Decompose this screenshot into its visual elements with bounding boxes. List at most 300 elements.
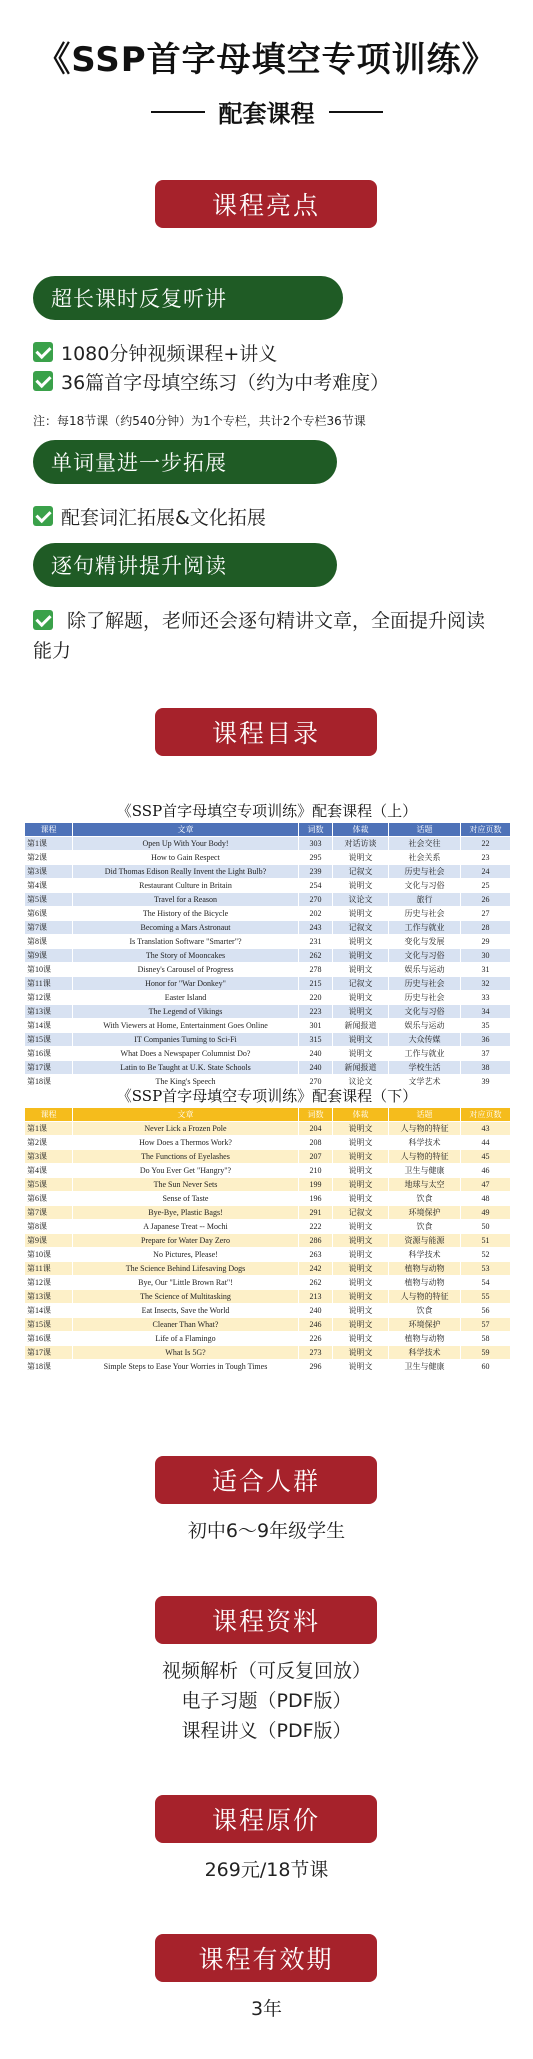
page-cell: 60 (461, 1360, 511, 1374)
words-cell: 270 (299, 1075, 333, 1089)
genre-cell: 说明文 (333, 1192, 389, 1206)
page-cell: 39 (461, 1075, 511, 1089)
article-cell: Bye, Our "Little Brown Rat"! (73, 1276, 299, 1290)
header-genre: 体裁 (333, 823, 389, 837)
lesson-cell: 第14课 (25, 1304, 73, 1318)
topic-cell: 环境保护 (389, 1206, 461, 1220)
lesson-cell: 第9课 (25, 949, 73, 963)
course-table (24, 822, 511, 1089)
table-row (25, 1005, 511, 1019)
lesson-cell: 第17课 (25, 1061, 73, 1075)
words-cell: 222 (299, 1220, 333, 1234)
page-cell: 49 (461, 1206, 511, 1220)
words-cell: 240 (299, 1061, 333, 1075)
lesson-cell: 第16课 (25, 1047, 73, 1061)
topic-cell: 旅行 (389, 893, 461, 907)
table-row (25, 1346, 511, 1360)
page-cell: 33 (461, 991, 511, 1005)
subtitle-left-rule (151, 111, 205, 113)
page-cell: 25 (461, 879, 511, 893)
subtitle-text: 配套课程 (218, 100, 315, 128)
lesson-cell: 第7课 (25, 921, 73, 935)
topic-cell: 文学艺术 (389, 1075, 461, 1089)
table-header-row (25, 1108, 511, 1122)
genre-cell: 说明文 (333, 1220, 389, 1234)
lesson-cell: 第5课 (25, 1178, 73, 1192)
header-topic: 话题 (389, 1108, 461, 1122)
table-row (25, 1290, 511, 1304)
page-cell: 37 (461, 1047, 511, 1061)
table-row (25, 1276, 511, 1290)
section-banner-audience: 适合人群 (155, 1456, 377, 1504)
words-cell: 301 (299, 1019, 333, 1033)
genre-cell: 说明文 (333, 1178, 389, 1192)
topic-cell: 资源与能源 (389, 1234, 461, 1248)
article-cell: Life of a Flamingo (73, 1332, 299, 1346)
table-row (25, 1178, 511, 1192)
page-cell: 48 (461, 1192, 511, 1206)
feature-item-text: 配套词汇拓展&文化拓展 (61, 507, 266, 529)
table-row (25, 1019, 511, 1033)
lesson-cell: 第15课 (25, 1318, 73, 1332)
feature-paragraph-text: 除了解题，老师还会逐句精讲文章，全面提升阅读能力 (33, 610, 486, 662)
genre-cell: 说明文 (333, 1234, 389, 1248)
genre-cell: 说明文 (333, 1360, 389, 1374)
table-row (25, 837, 511, 851)
header-lesson: 课程 (25, 823, 73, 837)
header-words: 词数 (299, 823, 333, 837)
topic-cell: 文化与习俗 (389, 879, 461, 893)
lesson-cell: 第15课 (25, 1033, 73, 1047)
lesson-cell: 第18课 (25, 1360, 73, 1374)
article-cell: The Legend of Vikings (73, 1005, 299, 1019)
words-cell: 220 (299, 991, 333, 1005)
table-header-row (25, 823, 511, 837)
article-cell: How Does a Thermos Work? (73, 1136, 299, 1150)
article-cell: Bye-Bye, Plastic Bags! (73, 1206, 299, 1220)
article-cell: Becoming a Mars Astronaut (73, 921, 299, 935)
check-icon (33, 342, 53, 362)
article-cell: Open Up With Your Body! (73, 837, 299, 851)
words-cell: 246 (299, 1318, 333, 1332)
article-cell: Is Translation Software "Smarter"? (73, 935, 299, 949)
subtitle-right-rule (329, 111, 383, 113)
genre-cell: 说明文 (333, 1150, 389, 1164)
page-cell: 46 (461, 1164, 511, 1178)
words-cell: 231 (299, 935, 333, 949)
table-row (25, 991, 511, 1005)
table-row (25, 1206, 511, 1220)
table-row (25, 1332, 511, 1346)
header-words: 词数 (299, 1108, 333, 1122)
words-cell: 242 (299, 1262, 333, 1276)
price-text: 269元/18节课 (204, 1859, 329, 1881)
topic-cell: 工作与就业 (389, 921, 461, 935)
lesson-cell: 第2课 (25, 1136, 73, 1150)
genre-cell: 说明文 (333, 991, 389, 1005)
feature-item-2 (33, 368, 389, 395)
audience-text: 初中6～9年级学生 (187, 1520, 346, 1542)
topic-cell: 科学技术 (389, 1346, 461, 1360)
words-cell: 204 (299, 1122, 333, 1136)
words-cell: 240 (299, 1304, 333, 1318)
page-cell: 28 (461, 921, 511, 935)
table-row (25, 1047, 511, 1061)
page-cell: 54 (461, 1276, 511, 1290)
page-cell: 57 (461, 1318, 511, 1332)
page-cell: 53 (461, 1262, 511, 1276)
article-cell: Disney's Carousel of Progress (73, 963, 299, 977)
page-cell: 34 (461, 1005, 511, 1019)
table-row (25, 1262, 511, 1276)
lesson-cell: 第7课 (25, 1206, 73, 1220)
table-row (25, 1164, 511, 1178)
words-cell: 262 (299, 949, 333, 963)
genre-cell: 记叙文 (333, 977, 389, 991)
header-topic: 话题 (389, 823, 461, 837)
lesson-cell: 第8课 (25, 935, 73, 949)
table-row (25, 1318, 511, 1332)
table-row (25, 1122, 511, 1136)
materials-item: 电子习题（PDF版） (181, 1690, 352, 1712)
topic-cell: 地球与太空 (389, 1178, 461, 1192)
article-cell: Never Lick a Frozen Pole (73, 1122, 299, 1136)
page-cell: 30 (461, 949, 511, 963)
words-cell: 215 (299, 977, 333, 991)
words-cell: 239 (299, 865, 333, 879)
genre-cell: 说明文 (333, 1332, 389, 1346)
feature-item-text: 1080分钟视频课程+讲义 (61, 343, 278, 365)
words-cell: 273 (299, 1346, 333, 1360)
table-title: 《SSP首字母填空专项训练》配套课程（上） (116, 802, 418, 820)
table-row (25, 1304, 511, 1318)
page-cell: 58 (461, 1332, 511, 1346)
lesson-cell: 第12课 (25, 991, 73, 1005)
table-row (25, 1061, 511, 1075)
genre-cell: 说明文 (333, 879, 389, 893)
article-cell: Simple Steps to Ease Your Worries in Tough Times (73, 1360, 299, 1374)
page-title: 《SSP首字母填空专项训练》 (36, 40, 497, 80)
feature-item-3 (33, 503, 266, 530)
lesson-cell: 第14课 (25, 1019, 73, 1033)
page-cell: 59 (461, 1346, 511, 1360)
article-cell: The Sun Never Sets (73, 1178, 299, 1192)
page-cell: 47 (461, 1178, 511, 1192)
lesson-cell: 第2课 (25, 851, 73, 865)
check-icon (33, 371, 53, 391)
lesson-cell: 第10课 (25, 963, 73, 977)
page-cell: 44 (461, 1136, 511, 1150)
article-cell: Did Thomas Edison Really Invent the Light Bulb? (73, 865, 299, 879)
genre-cell: 说明文 (333, 1164, 389, 1178)
header-page: 对应页数 (461, 823, 511, 837)
feature-paragraph (33, 606, 503, 666)
article-cell: The Story of Mooncakes (73, 949, 299, 963)
page-cell: 45 (461, 1150, 511, 1164)
genre-cell: 说明文 (333, 1304, 389, 1318)
page-cell: 55 (461, 1290, 511, 1304)
lesson-cell: 第6课 (25, 1192, 73, 1206)
genre-cell: 议论文 (333, 1075, 389, 1089)
genre-cell: 说明文 (333, 851, 389, 865)
feature-pill-reading: 逐句精讲提升阅读 (33, 543, 337, 587)
feature-item-text: 36篇首字母填空练习（约为中考难度） (61, 372, 390, 394)
topic-cell: 人与物的特征 (389, 1150, 461, 1164)
check-icon (33, 506, 53, 526)
header-genre: 体裁 (333, 1108, 389, 1122)
article-cell: Do You Ever Get "Hangry"? (73, 1164, 299, 1178)
genre-cell: 说明文 (333, 1262, 389, 1276)
feature-note: 注：每18节课（约540分钟）为1个专栏，共计2个专栏36节课 (33, 414, 366, 428)
topic-cell: 文化与习俗 (389, 1005, 461, 1019)
header-article: 文章 (73, 1108, 299, 1122)
page-cell: 26 (461, 893, 511, 907)
table-row (25, 851, 511, 865)
words-cell: 263 (299, 1248, 333, 1262)
lesson-cell: 第18课 (25, 1075, 73, 1089)
article-cell: The Functions of Eyelashes (73, 1150, 299, 1164)
page-cell: 29 (461, 935, 511, 949)
topic-cell: 历史与社会 (389, 907, 461, 921)
page-cell: 50 (461, 1220, 511, 1234)
table-row (25, 1360, 511, 1374)
page-cell: 52 (461, 1248, 511, 1262)
page-cell: 24 (461, 865, 511, 879)
words-cell: 213 (299, 1290, 333, 1304)
topic-cell: 学校生活 (389, 1061, 461, 1075)
lesson-cell: 第12课 (25, 1276, 73, 1290)
lesson-cell: 第6课 (25, 907, 73, 921)
article-cell: No Pictures, Please! (73, 1248, 299, 1262)
genre-cell: 说明文 (333, 907, 389, 921)
page-cell: 36 (461, 1033, 511, 1047)
topic-cell: 文化与习俗 (389, 949, 461, 963)
topic-cell: 饮食 (389, 1220, 461, 1234)
genre-cell: 说明文 (333, 1136, 389, 1150)
words-cell: 254 (299, 879, 333, 893)
words-cell: 262 (299, 1276, 333, 1290)
feature-pill-long-hours: 超长课时反复听讲 (33, 276, 343, 320)
article-cell: What Does a Newspaper Columnist Do? (73, 1047, 299, 1061)
genre-cell: 说明文 (333, 1276, 389, 1290)
article-cell: Eat Insects, Save the World (73, 1304, 299, 1318)
table-row (25, 1234, 511, 1248)
lesson-cell: 第1课 (25, 837, 73, 851)
header-lesson: 课程 (25, 1108, 73, 1122)
genre-cell: 新闻报道 (333, 1061, 389, 1075)
words-cell: 278 (299, 963, 333, 977)
section-banner-highlights: 课程亮点 (155, 180, 377, 228)
lesson-cell: 第5课 (25, 893, 73, 907)
lesson-cell: 第11课 (25, 1262, 73, 1276)
lesson-cell: 第10课 (25, 1248, 73, 1262)
table-row (25, 893, 511, 907)
page-cell: 32 (461, 977, 511, 991)
page-subtitle (0, 94, 533, 129)
topic-cell: 娱乐与运动 (389, 1019, 461, 1033)
lesson-cell: 第8课 (25, 1220, 73, 1234)
table-row (25, 907, 511, 921)
article-cell: What Is 5G? (73, 1346, 299, 1360)
topic-cell: 环境保护 (389, 1318, 461, 1332)
article-cell: IT Companies Turning to Sci-Fi (73, 1033, 299, 1047)
table-title: 《SSP首字母填空专项训练》配套课程（下） (116, 1087, 418, 1105)
page-cell: 56 (461, 1304, 511, 1318)
materials-item: 课程讲义（PDF版） (181, 1720, 352, 1742)
words-cell: 226 (299, 1332, 333, 1346)
genre-cell: 记叙文 (333, 865, 389, 879)
genre-cell: 议论文 (333, 893, 389, 907)
validity-text: 3年 (250, 1998, 283, 2020)
table-row (25, 921, 511, 935)
table-row (25, 879, 511, 893)
table-row (25, 949, 511, 963)
table-row (25, 1192, 511, 1206)
topic-cell: 社会交往 (389, 837, 461, 851)
topic-cell: 历史与社会 (389, 865, 461, 879)
section-banner-price: 课程原价 (155, 1795, 377, 1843)
topic-cell: 历史与社会 (389, 977, 461, 991)
genre-cell: 说明文 (333, 1346, 389, 1360)
article-cell: How to Gain Respect (73, 851, 299, 865)
genre-cell: 记叙文 (333, 1206, 389, 1220)
topic-cell: 人与物的特征 (389, 1122, 461, 1136)
words-cell: 270 (299, 893, 333, 907)
page-cell: 27 (461, 907, 511, 921)
words-cell: 208 (299, 1136, 333, 1150)
words-cell: 210 (299, 1164, 333, 1178)
page-cell: 38 (461, 1061, 511, 1075)
article-cell: The Science of Multitasking (73, 1290, 299, 1304)
topic-cell: 变化与发展 (389, 935, 461, 949)
article-cell: Prepare for Water Day Zero (73, 1234, 299, 1248)
lesson-cell: 第1课 (25, 1122, 73, 1136)
genre-cell: 说明文 (333, 1005, 389, 1019)
genre-cell: 说明文 (333, 963, 389, 977)
topic-cell: 历史与社会 (389, 991, 461, 1005)
header-article: 文章 (73, 823, 299, 837)
table-row (25, 1150, 511, 1164)
table-row (25, 865, 511, 879)
words-cell: 199 (299, 1178, 333, 1192)
genre-cell: 说明文 (333, 1047, 389, 1061)
lesson-cell: 第4课 (25, 879, 73, 893)
table-row (25, 963, 511, 977)
page-cell: 31 (461, 963, 511, 977)
section-banner-catalog: 课程目录 (155, 708, 377, 756)
header-page: 对应页数 (461, 1108, 511, 1122)
lesson-cell: 第16课 (25, 1332, 73, 1346)
lesson-cell: 第3课 (25, 1150, 73, 1164)
table-row (25, 977, 511, 991)
topic-cell: 大众传媒 (389, 1033, 461, 1047)
article-cell: Honor for "War Donkey" (73, 977, 299, 991)
topic-cell: 植物与动物 (389, 1332, 461, 1346)
article-cell: Latin to Be Taught at U.K. State Schools (73, 1061, 299, 1075)
words-cell: 295 (299, 851, 333, 865)
article-cell: The King's Speech (73, 1075, 299, 1089)
genre-cell: 说明文 (333, 1248, 389, 1262)
table-row (25, 1136, 511, 1150)
table-row (25, 935, 511, 949)
genre-cell: 说明文 (333, 1318, 389, 1332)
topic-cell: 饮食 (389, 1192, 461, 1206)
words-cell: 207 (299, 1150, 333, 1164)
section-banner-validity: 课程有效期 (155, 1934, 377, 1982)
genre-cell: 说明文 (333, 1290, 389, 1304)
table-row (25, 1033, 511, 1047)
course-table-part2 (24, 1085, 510, 1374)
article-cell: Sense of Taste (73, 1192, 299, 1206)
page-cell: 43 (461, 1122, 511, 1136)
course-table (24, 1107, 511, 1374)
words-cell: 296 (299, 1360, 333, 1374)
genre-cell: 记叙文 (333, 921, 389, 935)
lesson-cell: 第17课 (25, 1346, 73, 1360)
lesson-cell: 第13课 (25, 1290, 73, 1304)
genre-cell: 说明文 (333, 935, 389, 949)
topic-cell: 卫生与健康 (389, 1164, 461, 1178)
words-cell: 196 (299, 1192, 333, 1206)
words-cell: 240 (299, 1047, 333, 1061)
topic-cell: 科学技术 (389, 1136, 461, 1150)
genre-cell: 对话访谈 (333, 837, 389, 851)
topic-cell: 饮食 (389, 1304, 461, 1318)
lesson-cell: 第3课 (25, 865, 73, 879)
genre-cell: 说明文 (333, 949, 389, 963)
lesson-cell: 第11课 (25, 977, 73, 991)
genre-cell: 新闻报道 (333, 1019, 389, 1033)
topic-cell: 植物与动物 (389, 1276, 461, 1290)
words-cell: 315 (299, 1033, 333, 1047)
topic-cell: 工作与就业 (389, 1047, 461, 1061)
table-row (25, 1248, 511, 1262)
page-cell: 22 (461, 837, 511, 851)
topic-cell: 植物与动物 (389, 1262, 461, 1276)
topic-cell: 卫生与健康 (389, 1360, 461, 1374)
genre-cell: 说明文 (333, 1122, 389, 1136)
words-cell: 223 (299, 1005, 333, 1019)
lesson-cell: 第9课 (25, 1234, 73, 1248)
topic-cell: 娱乐与运动 (389, 963, 461, 977)
article-cell: The Science Behind Lifesaving Dogs (73, 1262, 299, 1276)
page-cell: 35 (461, 1019, 511, 1033)
article-cell: Cleaner Than What? (73, 1318, 299, 1332)
words-cell: 291 (299, 1206, 333, 1220)
article-cell: Easter Island (73, 991, 299, 1005)
table-row (25, 1220, 511, 1234)
check-icon (33, 610, 53, 630)
page-cell: 51 (461, 1234, 511, 1248)
section-banner-materials: 课程资料 (155, 1596, 377, 1644)
lesson-cell: 第13课 (25, 1005, 73, 1019)
lesson-cell: 第4课 (25, 1164, 73, 1178)
course-table-part1 (24, 800, 510, 1089)
article-cell: With Viewers at Home, Entertainment Goes Online (73, 1019, 299, 1033)
materials-item: 视频解析（可反复回放） (161, 1660, 371, 1682)
feature-pill-vocabulary: 单词量进一步拓展 (33, 440, 337, 484)
page-cell: 23 (461, 851, 511, 865)
article-cell: Travel for a Reason (73, 893, 299, 907)
words-cell: 243 (299, 921, 333, 935)
topic-cell: 人与物的特征 (389, 1290, 461, 1304)
words-cell: 303 (299, 837, 333, 851)
topic-cell: 社会关系 (389, 851, 461, 865)
genre-cell: 说明文 (333, 1033, 389, 1047)
topic-cell: 科学技术 (389, 1248, 461, 1262)
words-cell: 202 (299, 907, 333, 921)
feature-item-1 (33, 339, 277, 366)
